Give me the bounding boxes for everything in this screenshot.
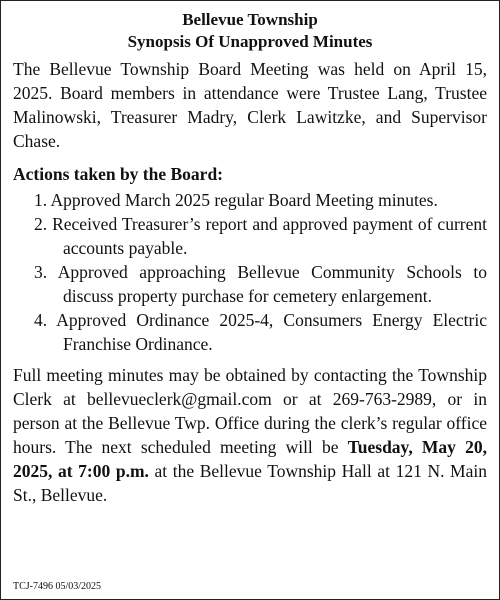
footer-code: TCJ-7496 05/03/2025 [13,581,102,592]
action-item: 3. Approved approaching Bellevue Community Schools to discuss property purchase for cemetery enlargement. [34,262,487,306]
actions-heading: Actions taken by the Board: [13,164,224,184]
closing-paragraph [13,363,487,507]
action-item: 2. Received Treasurer’s report and approved payment of current accounts payable. [34,214,487,258]
actions-list [13,188,487,356]
action-item: 1. Approved March 2025 regular Board Meeting minutes. [34,190,438,210]
closing-text-part1: Full meeting minutes may be obtained by contacting the Township Clerk at bellevueclerk@gmail.com or at 269-763-2989, or in person at the Bellevue Twp. Office during the clerk’s regular office hours. The next scheduled meeting will be [13,365,487,457]
notice-title-line1: Bellevue Township [182,10,318,29]
action-item: 4. Approved Ordinance 2025-4, Consumers Energy Electric Franchise Ordinance. [34,310,487,354]
notice-title-line2: Synopsis Of Unapproved Minutes [127,32,373,51]
intro-paragraph: The Bellevue Township Board Meeting was held on April 15, 2025. Board members in attendance were Trustee Lang, Trustee Malinowski, Treasurer Madry, Clerk Lawitzke, and Supervisor Chase. [13,59,487,151]
closing-text-part2: at the Bellevue Township Hall at 121 N. Main St., Bellevue. [13,461,488,505]
next-meeting-date: Tuesday, May 20, 2025, at 7:00 p.m. [13,437,487,481]
